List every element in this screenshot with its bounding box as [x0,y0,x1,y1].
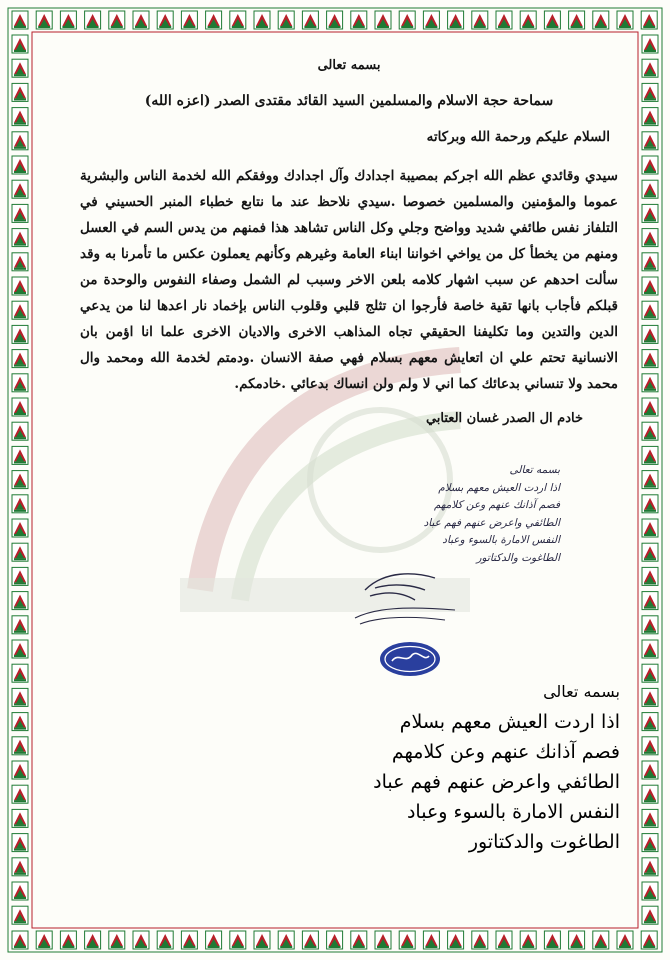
handwritten-signature [345,560,465,630]
border-motif [520,11,536,29]
letter-content [80,58,618,426]
border-motif [12,616,28,634]
border-motif [642,301,658,319]
border-motif [642,664,658,682]
border-motif [642,882,658,900]
border-motif [642,253,658,271]
border-motif [642,713,658,731]
border-motif [12,253,28,271]
typed-reply-line: النفس الامارة بالسوء وعباد [406,801,620,823]
border-motif [448,931,464,949]
border-motif [12,519,28,537]
border-motif [641,11,657,29]
border-motif [12,592,28,610]
handwritten-line: النفس الامارة بالسوء وعباد [442,534,560,546]
border-motif [351,11,367,29]
border-motif [642,350,658,368]
border-motif [642,374,658,392]
handwritten-line: فصم آذانك عنهم وعن كلامهم [433,499,560,511]
border-motif [12,640,28,658]
border-motif [12,204,28,222]
border-motif [642,906,658,924]
border-motif [642,325,658,343]
border-motif [12,834,28,852]
border-motif [85,11,101,29]
border-motif [302,931,318,949]
border-motif [642,785,658,803]
border-motif [12,906,28,924]
border-motif [544,11,560,29]
border-motif [12,446,28,464]
border-motif [157,11,173,29]
border-motif [327,11,343,29]
border-motif [36,11,52,29]
border-motif [642,567,658,585]
border-motif [12,59,28,77]
typed-reply-line: اذا اردت العيش معهم بسلام [399,711,620,733]
border-motif [12,761,28,779]
handwritten-line: الطائفي واعرض عنهم فهم عباد [423,516,560,529]
office-seal [378,640,442,678]
border-motif [617,931,633,949]
border-motif [12,882,28,900]
border-motif [423,931,439,949]
border-motif [157,931,173,949]
border-motif [327,931,343,949]
border-motif [12,931,28,949]
border-motif [12,132,28,150]
border-motif [12,471,28,489]
border-motif [642,35,658,53]
typed-reply-line: فصم آذانك عنهم وعن كلامهم [391,741,620,763]
border-motif [642,543,658,561]
border-motif [642,446,658,464]
border-motif [642,616,658,634]
border-motif [642,108,658,126]
border-motif [642,204,658,222]
border-motif [593,11,609,29]
border-motif [12,83,28,101]
border-motif [12,543,28,561]
border-motif [36,931,52,949]
handwritten-line: اذا اردت العيش معهم بسلام [438,481,560,494]
border-motif [642,398,658,416]
border-motif [302,11,318,29]
letter-signature: خادم ال الصدر غسان العتابي [425,411,583,426]
border-motif [12,858,28,876]
border-motif [642,834,658,852]
border-motif [206,11,222,29]
border-motif [642,229,658,247]
border-motif [12,35,28,53]
border-motif [642,858,658,876]
border-motif [12,398,28,416]
border-motif [642,640,658,658]
border-motif [351,931,367,949]
border-motif [254,931,270,949]
border-motif [12,277,28,295]
border-motif [448,11,464,29]
typed-reply-line: الطائفي واعرض عنهم فهم عباد [373,771,620,793]
border-motif [642,688,658,706]
border-motif [181,931,197,949]
border-motif [642,592,658,610]
border-motif [642,180,658,198]
border-motif [642,422,658,440]
typed-reply [300,682,620,857]
border-motif [12,180,28,198]
letter-body: سيدي وقائدي عظم الله اجركم بمصيبة اجدادك وآل اجدادك ووفقكم الله لخدمة الناس والبشرية عموما والمؤمنين والمسلمين خصوصا .سيدي نلاحظ عند ما نتابع خطباء المنبر الحسيني في التلفاز نفس طائفي شديد وواضح وجلي وكل الناس تشاهد هذا فمنهم من يدس السم في العسل ومنهم من يخطأ كل من يواخي اخواننا ابناء العامة وغيرهم وكأنهم يعملون عكس ما تأمرنا به وقد سألت احدهم عن سبب اشهار كلامه بلعن الاخر وسبب لم الشمل وصفاء النفوس والوحدة من قبلكم فأجاب بانها تقية خاصة فأرجوا ان تثلج قلبي وقلوب الناس بإخماد نار اعدها لنا من يدعي الدين والتدين وما تكليفنا الحقيقي تجاه المذاهب الاخرى والاديان الاخرى علما انا اؤمن بان الانسانية تحتم علي ان اتعايش معهم بسلام فهي صفة الانسان .ودمتم لخدمة الله ومحمد وال محمد ولا تنساني بدعائك كما اني لا ولم ولن انساك بدعائي .خادمكم. [80,168,618,392]
border-motif [642,59,658,77]
border-motif [60,11,76,29]
border-motif [133,11,149,29]
border-motif [496,11,512,29]
border-motif [642,809,658,827]
letter-basmala: بسمه تعالى [317,58,381,73]
border-motif [399,11,415,29]
border-motif [60,931,76,949]
border-motif [569,11,585,29]
border-motif [642,761,658,779]
border-motif [496,931,512,949]
border-motif [642,132,658,150]
border-motif [642,156,658,174]
typed-reply-heading: بسمه تعالى [543,682,620,701]
border-motif [642,519,658,537]
typed-reply-line: الطاغوت والدكتاتور [468,831,620,853]
border-motif [12,737,28,755]
handwritten-reply [360,462,560,567]
border-motif [569,931,585,949]
border-motif [642,83,658,101]
border-motif [472,931,488,949]
border-motif [12,495,28,513]
border-motif [12,229,28,247]
border-motif [12,156,28,174]
border-motif [230,931,246,949]
border-motif [12,11,28,29]
border-motif [641,931,657,949]
border-motif [642,495,658,513]
border-motif [12,374,28,392]
border-motif [206,931,222,949]
border-motif [12,688,28,706]
border-motif [617,11,633,29]
border-motif [423,11,439,29]
handwritten-line: بسمه تعالى [509,464,560,476]
border-motif [278,11,294,29]
border-motif [254,11,270,29]
border-motif [109,11,125,29]
border-motif [12,809,28,827]
border-motif [12,350,28,368]
border-motif [181,11,197,29]
border-motif [375,11,391,29]
letter-addressee: سماحة حجة الاسلام والمسلمين السيد القائد مقتدى الصدر (اعزه الله) [144,93,554,109]
border-motif [642,471,658,489]
border-motif [472,11,488,29]
border-motif [12,664,28,682]
border-motif [12,785,28,803]
letter-greeting: السلام عليكم ورحمة الله وبركاته [426,129,610,145]
border-motif [544,931,560,949]
border-motif [593,931,609,949]
border-motif [109,931,125,949]
border-motif [12,108,28,126]
border-motif [278,931,294,949]
border-motif [230,11,246,29]
border-motif [642,277,658,295]
border-motif [12,325,28,343]
border-motif [12,301,28,319]
border-motif [12,422,28,440]
border-motif [12,713,28,731]
border-motif [85,931,101,949]
border-motif [642,737,658,755]
border-motif [133,931,149,949]
handwritten-line: الطاغوت والدكتاتور [476,551,560,564]
border-motif [520,931,536,949]
border-motif [399,931,415,949]
border-motif [375,931,391,949]
border-motif [12,567,28,585]
